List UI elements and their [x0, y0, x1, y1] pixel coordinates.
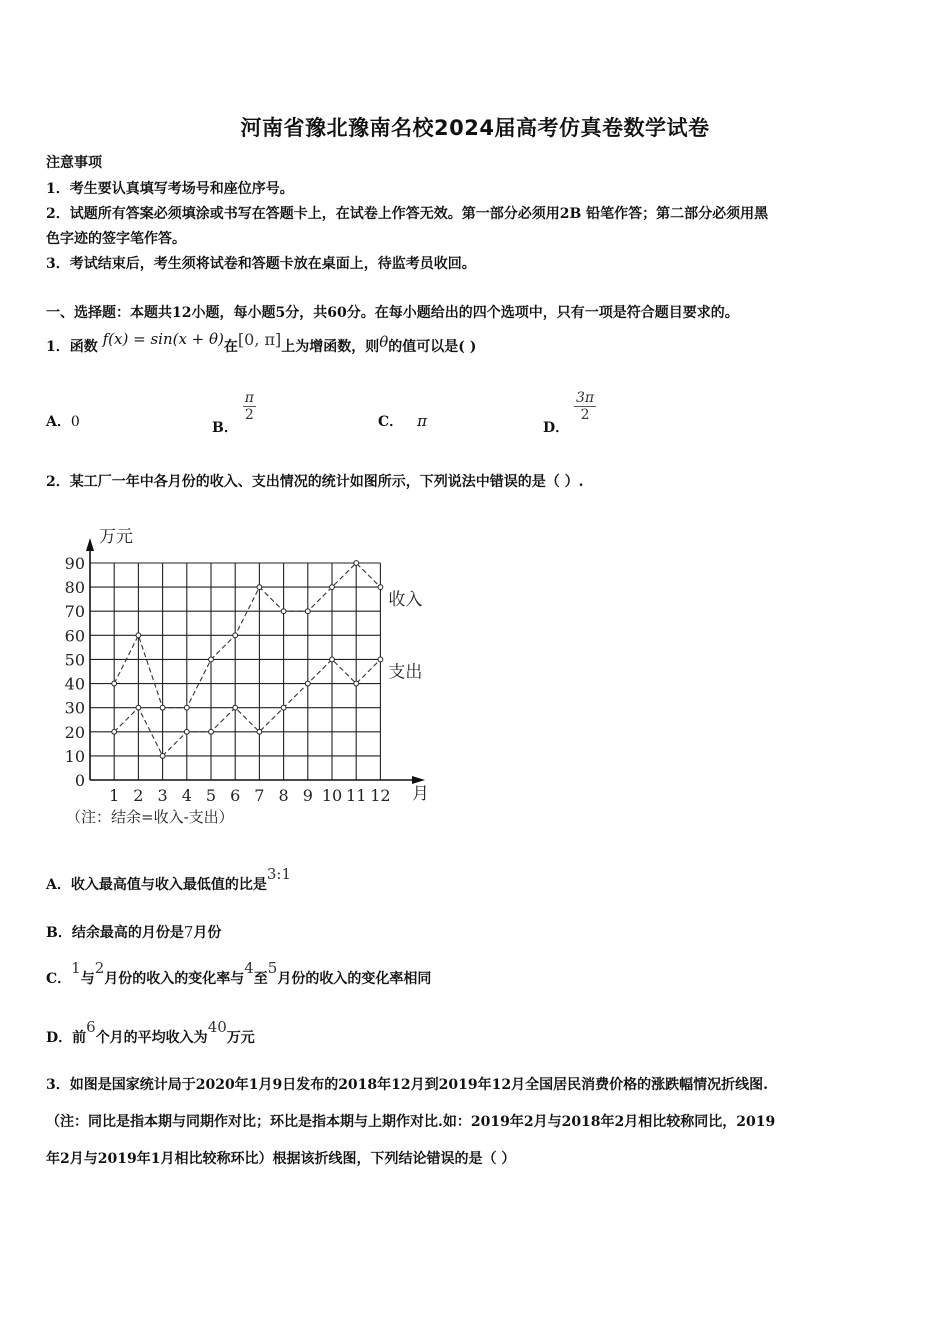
x-tick-label: 5: [205, 786, 217, 805]
notice-item: 3．考试结束后，考生须将试卷和答题卡放在桌面上，待监考员收回。: [46, 256, 476, 272]
data-point: [257, 585, 262, 590]
q1-end: 的值可以是( ): [388, 339, 477, 355]
q1-option-d[interactable]: D． $\frac{3\pi}{2}$: [543, 390, 595, 436]
x-tick-label: 9: [302, 786, 313, 805]
data-point: [160, 705, 165, 710]
notice-heading: 注意事项: [46, 155, 102, 171]
data-point: [330, 585, 335, 590]
section-heading: 一、选择题：本题共12小题，每小题5分，共60分。在每小题给出的四个选项中，只有一项是符合题目要求的。: [46, 305, 739, 321]
data-point: [281, 609, 286, 614]
chart-labels: [66, 527, 429, 826]
data-point: [112, 681, 117, 686]
q2-option-b[interactable]: B．结余最高的月份是7月份: [46, 923, 222, 941]
q1-option-c[interactable]: C． π: [378, 412, 428, 430]
chart-note: （注：结余=收入-支出）: [66, 808, 234, 826]
x-tick-label: 4: [181, 786, 192, 805]
question-3-line: 年2月与2019年1月相比较称环比）根据该折线图，下列结论错误的是（ ）: [46, 1151, 516, 1167]
x-tick-label: 8: [278, 786, 289, 805]
data-point: [209, 657, 214, 662]
q1-function: f(x) = sin(x + θ): [102, 330, 224, 348]
data-point: [184, 729, 189, 734]
chart-ticks: [65, 554, 391, 805]
data-point: [136, 705, 141, 710]
q1-option-d-fraction: $\frac{3\pi}{2}$: [576, 390, 595, 423]
data-point: [160, 753, 165, 758]
x-tick-label: 11: [346, 786, 367, 805]
x-axis-arrow: [412, 776, 425, 784]
y-axis-arrow: [86, 538, 94, 551]
x-tick-label: 10: [321, 786, 343, 805]
data-point: [233, 633, 238, 638]
x-tick-label: 7: [254, 786, 265, 805]
income-expense-chart: [60, 518, 440, 830]
data-point: [378, 657, 383, 662]
x-tick-label: 2: [133, 786, 144, 805]
q1-mid: 在: [223, 339, 238, 355]
data-point: [209, 729, 214, 734]
question-1-stem: [46, 330, 477, 356]
y-axis-label: 万元: [99, 527, 133, 547]
q1-interval: [0, π]: [237, 330, 282, 349]
q2-option-d[interactable]: D．前6个月的平均收入为40万元: [46, 1018, 255, 1046]
data-point: [330, 657, 335, 662]
data-point: [257, 729, 262, 734]
q1-option-a[interactable]: A．0: [46, 414, 80, 430]
data-point: [233, 705, 238, 710]
x-tick-label: 6: [230, 786, 241, 805]
q1-rest: 上为增函数，则: [281, 339, 380, 355]
y-tick-label: 10: [64, 746, 85, 766]
x-tick-label: 1: [109, 786, 120, 805]
data-point: [281, 705, 286, 710]
data-point: [305, 609, 310, 614]
question-2-stem: 2．某工厂一年中各月份的收入、支出情况的统计如图所示，下列说法中错误的是（ ）.: [46, 474, 584, 490]
y-tick-label: 40: [64, 674, 85, 694]
y-tick-label: 90: [64, 554, 85, 573]
x-axis-label: 月: [412, 784, 429, 804]
y-tick-label: 0: [74, 771, 85, 790]
q1-option-b[interactable]: B． $\frac{\pi}{2}$: [212, 390, 254, 436]
data-point: [184, 705, 189, 710]
y-tick-label: 60: [64, 626, 85, 646]
notice-item: 色字迹的签字笔作答。: [46, 231, 186, 247]
x-tick-label: 3: [157, 786, 168, 805]
data-point: [136, 633, 141, 638]
data-point: [112, 729, 117, 734]
page-title: 河南省豫北豫南名校2024届高考仿真卷数学试卷: [240, 116, 710, 140]
y-tick-label: 80: [64, 578, 85, 598]
series-label: 收入: [388, 590, 423, 611]
question-3-line: 3．如图是国家统计局于2020年1月9日发布的2018年12月到2019年12月全国居民消费价格的涨跌幅情况折线图.: [46, 1077, 768, 1093]
notice-item: 1．考生要认真填写考场号和座位序号。: [46, 181, 294, 197]
y-tick-label: 50: [64, 650, 85, 670]
q1-option-b-fraction: $\frac{\pi}{2}$: [244, 390, 254, 423]
series-label: 支出: [388, 662, 423, 683]
q1-theta: θ: [379, 333, 389, 351]
notice-item: 2．试题所有答案必须填涂或书写在答题卡上，在试卷上作答无效。第一部分必须用2B 铅笔作答；第二部分必须用黑: [46, 206, 769, 222]
y-tick-label: 30: [64, 698, 85, 718]
data-point: [354, 561, 359, 566]
data-point: [305, 681, 310, 686]
chart-axes: [86, 538, 425, 784]
data-point: [354, 681, 359, 686]
x-tick-label: 12: [370, 786, 391, 805]
data-point: [378, 585, 383, 590]
q2-option-a[interactable]: A．收入最高值与收入最低值的比是3:1: [46, 865, 292, 893]
chart-grid: [90, 563, 380, 780]
q1-prefix: 1．函数: [46, 339, 98, 355]
q2-option-c[interactable]: C．1与2月份的收入的变化率与4至5月份的收入的变化率相同: [46, 959, 432, 987]
y-tick-label: 20: [64, 722, 85, 742]
y-tick-label: 70: [64, 602, 85, 622]
question-3-line: （注：同比是指本期与同期作对比；环比是指本期与上期作对比.如：2019年2月与2018年2月相比较称同比，2019: [46, 1114, 776, 1130]
